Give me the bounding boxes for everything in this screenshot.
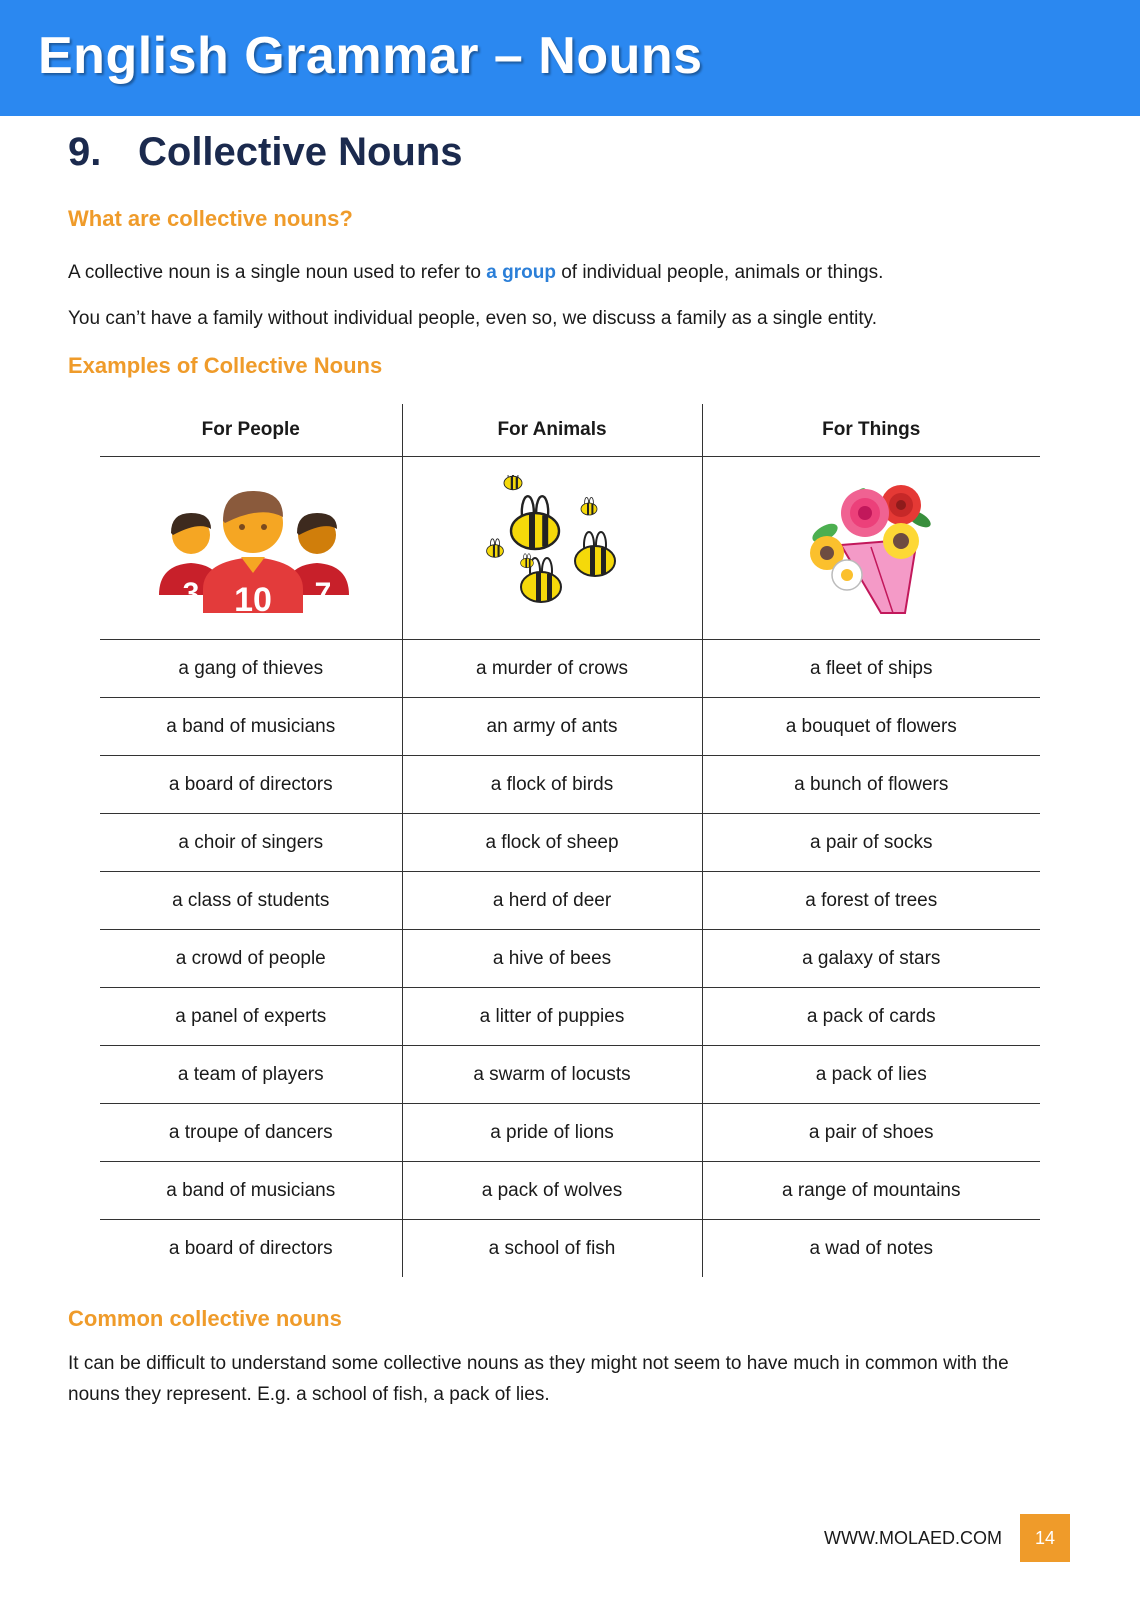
cell-things: a range of mountains xyxy=(702,1162,1040,1220)
cell-people: a class of students xyxy=(100,872,402,930)
table-row xyxy=(100,698,1040,756)
cell-animals: a flock of sheep xyxy=(402,814,702,872)
footer-url: WWW.MOLAED.COM xyxy=(824,1528,1002,1548)
cell-animals: a swarm of locusts xyxy=(402,1046,702,1104)
section-heading xyxy=(68,130,463,175)
cell-animals: a murder of crows xyxy=(402,640,702,698)
common-paragraph: It can be difficult to understand some collective nouns as they might not seem to have much in common with the nouns they represent. E.g. a school of fish, a pack of lies. xyxy=(68,1353,1009,1405)
cell-people: a board of directors xyxy=(100,756,402,814)
table-row xyxy=(100,872,1040,930)
things-illustration-cell xyxy=(702,457,1040,640)
bee-swarm-icon xyxy=(477,475,627,615)
cell-people: a crowd of people xyxy=(100,930,402,988)
section-number: 9. xyxy=(68,130,102,174)
table-row xyxy=(100,930,1040,988)
people-illustration-cell xyxy=(100,457,402,640)
cell-people: a band of musicians xyxy=(100,1162,402,1220)
cell-things: a bouquet of flowers xyxy=(702,698,1040,756)
cell-things: a bunch of flowers xyxy=(702,756,1040,814)
column-header-animals: For Animals xyxy=(402,404,702,457)
cell-animals: a flock of birds xyxy=(402,756,702,814)
table-row xyxy=(100,988,1040,1046)
definition-highlight: a group xyxy=(486,262,556,283)
cell-people: a choir of singers xyxy=(100,814,402,872)
section-title: Collective Nouns xyxy=(138,130,463,174)
definition-text-end: of individual people, animals or things. xyxy=(555,262,884,283)
what-heading: What are collective nouns? xyxy=(68,206,353,231)
table-row xyxy=(100,1104,1040,1162)
cell-things: a pair of socks xyxy=(702,814,1040,872)
table-row xyxy=(100,640,1040,698)
table-row xyxy=(100,756,1040,814)
animals-illustration-cell xyxy=(402,457,702,640)
cell-animals: a school of fish xyxy=(402,1220,702,1278)
table-header-row xyxy=(100,404,1040,457)
jersey-number-left: 3 xyxy=(182,577,200,610)
cell-people: a board of directors xyxy=(168,1237,333,1259)
cell-people: a gang of thieves xyxy=(100,640,402,698)
table-row xyxy=(100,1046,1040,1104)
cell-animals: a pack of wolves xyxy=(402,1162,702,1220)
jersey-number-center: 10 xyxy=(233,581,272,613)
people-group-icon xyxy=(151,477,351,613)
cell-things: a pack of cards xyxy=(702,988,1040,1046)
page-number-badge: 14 xyxy=(1020,1514,1070,1562)
definition-text-start: A collective noun is a single noun used to refer to xyxy=(68,262,487,283)
cell-animals: a pride of lions xyxy=(402,1104,702,1162)
common-heading: Common collective nouns xyxy=(68,1306,342,1331)
cell-things: a galaxy of stars xyxy=(702,930,1040,988)
column-header-people: For People xyxy=(100,404,402,457)
table-row xyxy=(100,1220,1040,1278)
header-banner xyxy=(0,0,1140,116)
cell-things: a fleet of ships xyxy=(702,640,1040,698)
family-paragraph: You can’t have a family without individual people, even so, we discuss a family as a single entity. xyxy=(68,308,878,329)
collective-nouns-table xyxy=(100,404,1040,1277)
cell-animals: a hive of bees xyxy=(402,930,702,988)
cell-animals: an army of ants xyxy=(402,698,702,756)
cell-animals: a herd of deer xyxy=(402,872,702,930)
jersey-number-right: 7 xyxy=(314,577,332,610)
document-title: English Grammar – Nouns xyxy=(38,27,703,85)
cell-people: a team of players xyxy=(100,1046,402,1104)
illustration-row xyxy=(100,457,1040,640)
cell-things: a pair of shoes xyxy=(702,1104,1040,1162)
flower-bouquet-icon xyxy=(801,475,941,615)
cell-people: a panel of experts xyxy=(100,988,402,1046)
cell-things: a wad of notes xyxy=(702,1220,1040,1278)
cell-things: a pack of lies xyxy=(702,1046,1040,1104)
cell-animals: a litter of puppies xyxy=(402,988,702,1046)
cell-people: a troupe of dancers xyxy=(100,1104,402,1162)
examples-heading: Examples of Collective Nouns xyxy=(68,353,383,378)
cell-people: a band of musicians xyxy=(100,698,402,756)
table-row xyxy=(100,814,1040,872)
column-header-things: For Things xyxy=(702,404,1040,457)
definition-paragraph xyxy=(68,257,1048,288)
cell-things: a forest of trees xyxy=(702,872,1040,930)
table-row xyxy=(100,1162,1040,1220)
